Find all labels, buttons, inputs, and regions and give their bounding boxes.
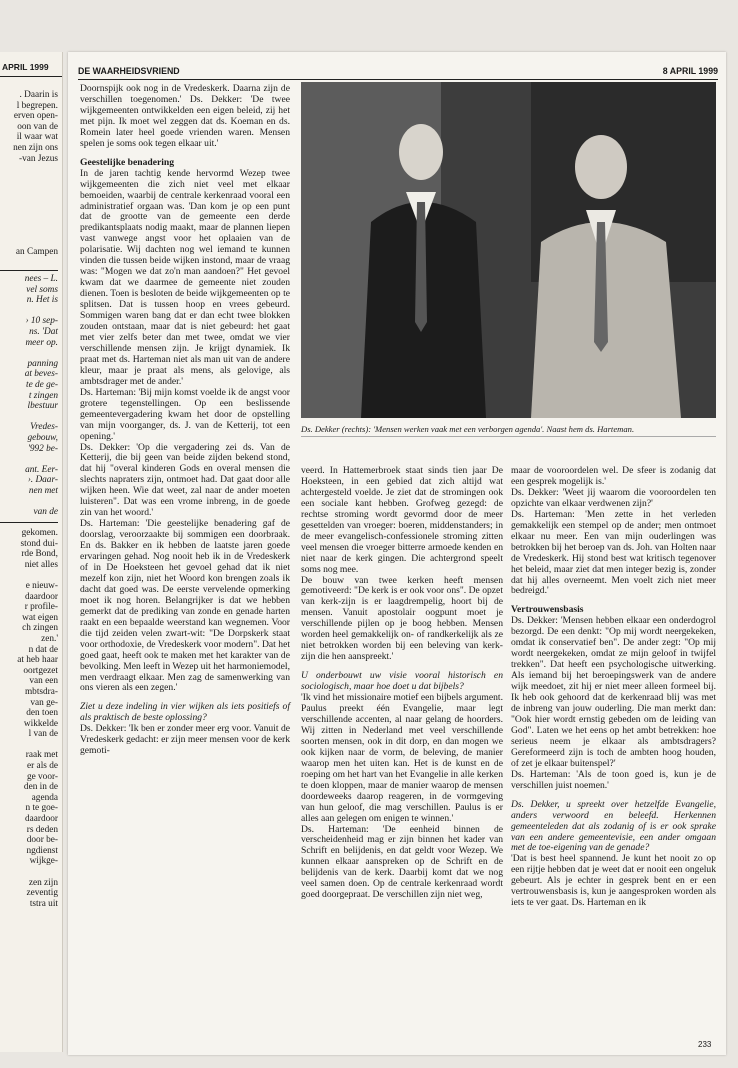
text-fragment: daardoor [24,814,58,825]
text-fragment: van ge- [30,697,58,708]
text-fragment: van een [29,676,58,687]
text-fragment [0,348,58,359]
text-fragment [0,867,58,878]
text-fragment: n. Het is [26,295,58,306]
text-fragment: wikkelde [23,718,58,729]
text-fragment [0,412,58,423]
paragraph: In de jaren tachtig kende hervormd Wezep twee wijkgemeenten die zich niet veel met elkaar bemoeiden, waarbij de centrale kerkenraad vooral een administratief orgaan was. 'Dan kom je op een punt dat de grootte van de gemeente een derde predikantsplaats nodig maakt, maar de plannen liepen vast vanwege angst voor het oplaaien van de polarisatie. Wij dachten nog wel iemand te kunnen vinden die tussen beide wijken instond, maar de vraag was: "Mogen we dat zo'n man aandoen?" Het gevoel kwam dat we daarmee de gemeente niet zouden dienen. Toen is besloten de beide wijkgemeenten op te splitsen. Dat is tussen hoop en vrees gebeurd. Sommigen waren bang dat er dan echt twee blokken zouden ontstaan, maar dat is niet gebeurd: het gaat met vier zelfs beter dan met twee, omdat we vier verschillende mensen zijn. Je krijgt dynamiek. Ik praat met ds. Harteman niet als man uit van de andere kleur, maar je praat als mens, als gelovige, als ambtsdrager met de ander.' [80,167,290,387]
text-fragment: t zingen [28,390,58,401]
text-fragment: ngdienst [26,845,58,856]
text-fragment: '992 be- [27,443,58,454]
previous-page-text-4 [0,528,58,909]
article-page [68,52,726,1055]
interview-question: U onderbouwt uw visie vooral historisch en sociologisch, maar hoe doet u dat bijbels? [301,670,503,693]
text-fragment: nen zijn ons [13,142,58,153]
paragraph: Ds. Dekker: 'Ik ben er zonder meer erg voor. Vanuit de Vredeskerk gedacht: er zijn meer mensen voor de kerk gemoti- [80,723,290,757]
interview-question: Ds. Dekker, u spreekt over hetzelfde Evangelie, anders verwoord en beleefd. Herkennen gemeenteleden dat als zodanig of is er ook sprake van een andere gemeentevisie, een ander omgaan met de toe-eigening van de genade? [511,798,716,854]
text-fragment: l van de [28,729,58,740]
text-fragment: daardoor [24,591,58,602]
text-fragment: tstra uit [29,898,58,909]
text-fragment: er als de [27,761,58,772]
paragraph: Ds. Dekker: 'Mensen hebben elkaar een onderdogrol bezorgd. De een denkt: "Op mij wordt neergekeken, omdat ik conservatief ben". De ander zegt: "Op mij wordt neergekeken, omdat ze mijn geloof in twijfel trekken". Dat heeft een psychologische uitwerking. Als iemand bij het beroepingswerk van de andere wijk meedoet, zit hij er niet meer alleen formeel bij. Ik heb ook gehoord dat de kerkenraad blij was met de inbreng van jouw ouderling. Die man merkt dan: "Ook hier wordt ernstig gebeden om de leiding van God". Laten we het eens op het ambt betrekken: hoe serieus neem je elkaar als ambtsdragers? Gereformeerd zijn is toch de ambten hoog houden, of zet je elkaar buitenspel?' [511,615,716,769]
paragraph: Doornspijk ook nog in de Vredeskerk. Daarna zijn de verschillen toegenomen.' Ds. Dekker: 'De twee wijkgemeenten ontwikkelden een eigen beleid, zij het met pijn. Ik moet wel zeggen dat ds. Koeman en ds. Romein later heel goede vrienden waren. Mensen spelen je soms ook tegen elkaar uit.' [80,83,290,149]
paragraph: De bouw van twee kerken heeft mensen gemotiveerd: "De kerk is er ook voor ons". De opzet van kerk-zijn is er laagdrempelig, hoort bij de mensen. Vanuit apostolair oogpunt moet je verschillende pijlen op je boog hebben. Mensen worden heel gemakkelijk on- of randkerkelijk als ze niet betrokken worden bij een beleving van kerk-zijn die hen aanspreekt.' [301,574,503,663]
paragraph: maar de vooroordelen wel. De sfeer is zodanig dat een gesprek mogelijk is.' [511,465,716,487]
text-fragment: nees – L. [24,274,58,284]
person-left [399,124,443,180]
paragraph: Ds. Dekker: 'Weet jij waarom die vooroordelen ten opzichte van elkaar verdwenen zijn?' [511,486,716,509]
paragraph: 'Dat is best heel spannend. Je kunt het nooit zo op een rijtje hebben dat je weet dat er nooit een ongeluk gebeurt. Als je echter in gesprek bent en er een vertrouwensbasis is, kun je aangesproken worden als iets te ver gaat. Ds. Harteman en ik [511,853,716,909]
previous-page-text-1 [0,90,58,164]
section-heading: Vertrouwensbasis [511,604,584,616]
text-fragment: van de [33,507,58,518]
photo [301,82,716,418]
text-fragment: an Campen [15,247,58,257]
text-fragment: ›. Daar- [27,475,58,486]
text-fragment: zeventig [26,888,58,899]
paragraph: Ds. Harteman: 'Als de toon goed is, kun je de verschillen juist noemen.' [511,768,716,791]
paragraph: Ds. Dekker: 'Op die vergadering zei ds. Van de Ketterij, die bij geen van beide zijden bekend stond, dat hij "overal kinderen Gods en overal mensen die slechts napraters zijn, ontmoet had. Dat gaat door alle wijken heen. Wie dat weet, zal naar de ander moeten luisteren". Dat was een vrome inbreng, in de goede zin van het woord.' [80,441,290,519]
page-number: 233 [698,1040,712,1049]
paragraph: Ds. Harteman: 'De eenheid binnen de verscheidenheid mag er zijn binnen het kader van Schrift en belijdenis, en dat geldt voor Wezep. We kunnen elkaar aanspreken op de Schrift en de belijdenis van de kerk. Daarbij komt dat we nog veel samen doen. Op de centrale kerkenraad wordt goed doorgepraat. De verschillen zijn niet weg, [301,823,503,901]
text-fragment: r profile- [24,602,58,613]
interview-question: Ziet u deze indeling in vier wijken als iets positiefs of als praktisch de beste oplossing? [80,701,290,724]
text-fragment: vel soms [26,284,58,295]
text-fragment: lbestuur [27,401,58,412]
text-fragment: at beves- [24,369,58,380]
section-heading: Geestelijke benadering [80,156,175,168]
text-fragment: te de ge- [25,379,58,390]
text-fragment: Vredes- [30,422,58,433]
paragraph: Ds. Harteman: 'Die geestelijke benadering gaf de doorslag, veroorzaakte bij sommigen een doorbraak. En ds. Bakker en ik hebben de laatste jaren goede ervaringen gehad. Nog nooit heb ik in de Vredeskerk of in De Hoeksteen het gevoel gehad dat ik niet mezelf kon zijn, niet het Woord kon brengen zoals ik dacht dat goed was. De eerste vervelende opmerking moet ik nog horen. Belangrijker is dat we hebben gemerkt dat de prediking van zonde en genade harten raakt en een bepaalde weerstand kan wegnemen. Voor die tijd zeiden velen zwart-wit: "De Dorpskerk staat voor orthodoxie, de Vredeskerk voor modern". Dat het goed gaat, heeft ook te maken met het karakter van de bevolking. Men leeft in Wezep uit het harmoniemodel, men verdraagt elkaar. Men zag de samenwerking van ons vieren als een zegen.' [80,518,290,694]
text-fragment: at heb haar [17,655,58,666]
text-fragment: zen zijn [28,877,58,888]
text-fragment [0,306,58,317]
text-fragment: wijkge- [29,856,58,867]
previous-page-header: APRIL 1999 [0,52,62,77]
text-fragment: oortgezet [23,665,58,676]
text-fragment: e nieuw- [25,580,58,591]
text-fragment: rs deden [26,824,58,835]
text-fragment: niet alles [24,559,58,570]
paragraph: Ds. Harteman: 'Bij mijn komst voelde ik de angst voor grotere tegenstellingen. Op een beslissende gemeentevergadering kwam het door de opstelling van mijn voorganger, ds. J. van de Ketterij, tot een opening.' [80,386,290,442]
paragraph: veerd. In Hattemerbroek staat sinds tien jaar De Hoeksteen, in een gebied dat zich altijd wat achtergesteld voelde. Je ziet dat de stromingen ook een sociale kant hebben. Grofweg gezegd: de rechtse stroming wordt gevormd door de meer gesettelden van vroeger: boeren, middenstanders; in de meer evangelisch-confessionele stroming zitten veel mensen die vroeger bitterre armoede kenden en niet naar de kerk gingen. Die achtergrond speelt soms nog mee. [301,465,503,575]
paragraph: 'Ik vind het missionaire motief een bijbels argument. Paulus preekt één Evangelie, maar legt verschillende accenten, al naar gelang de hoorders. Wij zitten in Nederland met veel verschillende soorten mensen, ook in dit dorp, en dan mogen we ook kijken naar de vorm, de beleving, de manier waarop men het uiten kan. Het is de kunst en de roeping om het hart van het Evangelie in alle kerken te doen kloppen, maar de manier waarop de mensen doordeweeks daarop reageren, in de vormgeving van hun geloof, die mag verschillen. Paulus is er alles aan gelegen om enigen te winnen.' [301,692,503,824]
person-right [575,135,627,199]
column-2 [301,466,503,901]
text-fragment: stond dui- [20,538,58,549]
previous-page-edge [0,52,63,1052]
text-fragment: erven open- [13,111,58,122]
text-fragment: ns. 'Dat [29,326,58,337]
column-1 [80,84,290,757]
text-fragment: ge voor- [26,771,58,782]
text-fragment: den toen [26,708,58,719]
divider [0,522,58,523]
text-fragment: l begrepen. [16,100,58,111]
text-fragment: agenda [31,792,58,803]
issue-date: 8 APRIL 1999 [662,66,718,76]
text-fragment [0,740,58,751]
text-fragment: raak met [25,750,58,761]
text-fragment: door be- [26,835,58,846]
text-fragment: nen met [28,485,58,496]
text-fragment: ant. Eer- [25,464,58,475]
text-fragment: den in de [23,782,58,793]
divider [0,270,58,271]
text-fragment: ch zingen [22,623,58,634]
text-fragment: panning [27,358,58,369]
text-fragment: gekomen. [21,528,58,538]
previous-page-text-2 [0,247,58,258]
text-fragment [0,570,58,581]
text-fragment: n te goe- [25,803,58,814]
publication-name: DE WAARHEIDSVRIEND [78,66,180,76]
text-fragment: mbtsdra- [24,686,58,697]
text-fragment: rde Bond, [21,549,58,560]
text-fragment [0,496,58,507]
page-header [78,66,718,80]
text-fragment: meer op. [25,337,58,348]
text-fragment: n dat de [28,644,58,655]
text-fragment: wat eigen [22,612,58,623]
photo-illustration [301,82,716,418]
photo-caption: Ds. Dekker (rechts): 'Mensen werken vaak met een verborgen agenda'. Naast hem ds. Harteman. [301,424,716,437]
text-fragment: -van Jezus [19,153,58,164]
column-3 [511,466,716,909]
text-fragment [0,454,58,465]
text-fragment: oon van de [17,121,58,132]
text-fragment: › 10 sep- [25,316,58,327]
text-fragment: il waar wat [16,132,58,143]
text-fragment: gebouw, [27,432,58,443]
text-fragment: . Daarin is [19,90,58,100]
text-fragment: zen.' [41,633,58,644]
paragraph: Ds. Harteman: 'Men zette in het verleden gemakkelijk een stempel op de ander; men ontmoet elkaar nu meer. Een van mijn ouderlingen was betrokken bij het beroep van ds. Joh. van Holten naar de Vredeskerk. Hij stond best wat kritisch tegenover het beleid, maar ziet dat men integer bezig is, zonder dat hij alles overneemt. Men voelt zich niet meer bedreigd.' [511,508,716,597]
previous-page-text-3 [0,274,58,518]
